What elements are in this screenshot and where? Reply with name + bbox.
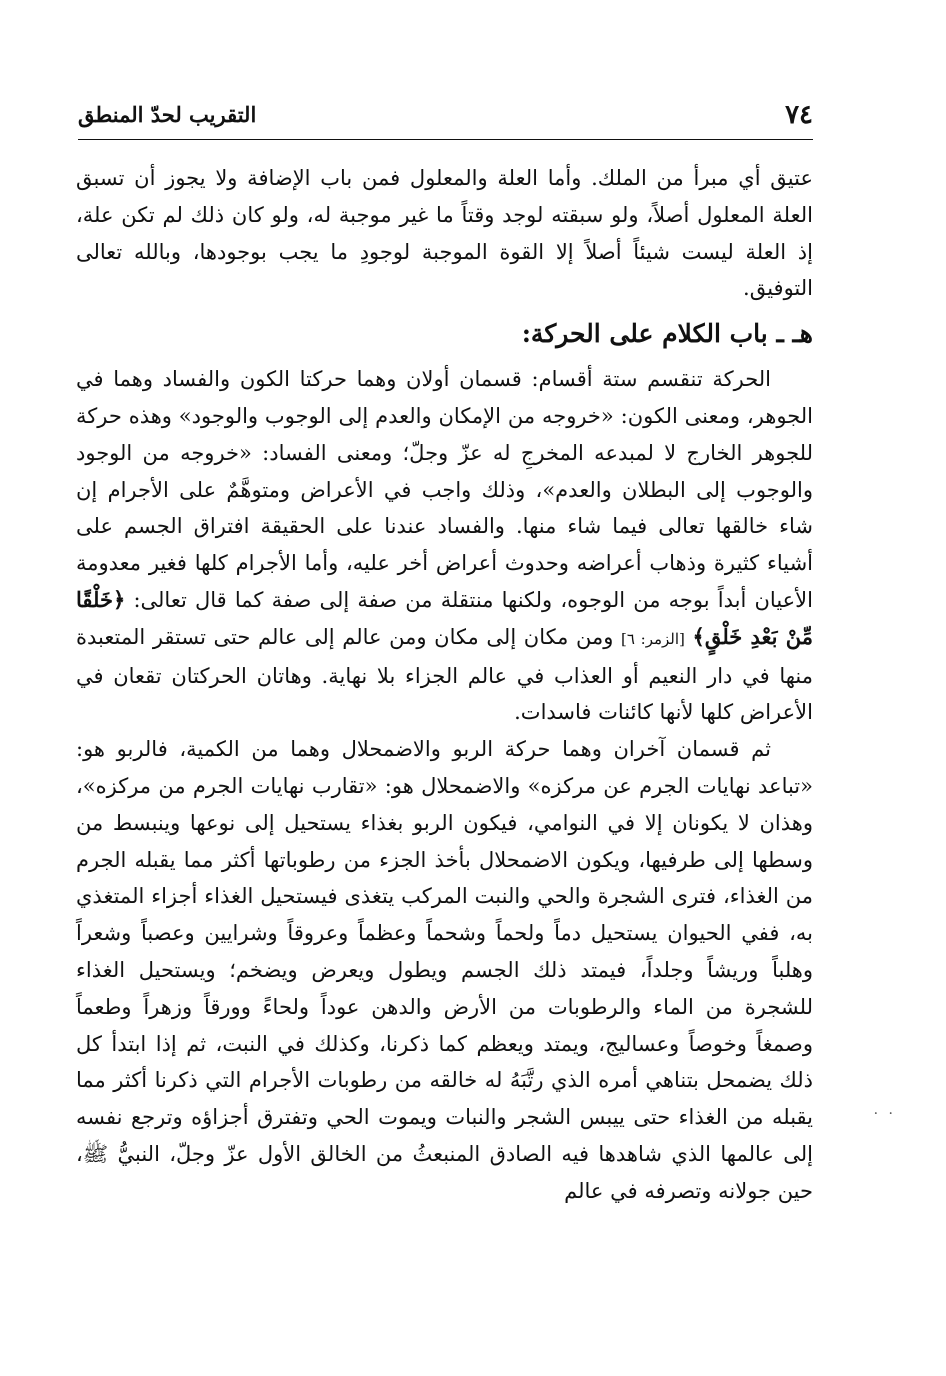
header-divider <box>78 139 813 140</box>
running-title: التقريب لحدّ المنطق <box>78 102 257 127</box>
paragraph-motion-text-2: ومن مكان إلى مكان ومن عالم إلى عالم حتى تستقر المتعبدة منها في دار النعيم أو العذاب في عالم الجزاء بلا نهاية. وهاتان الحركتان تقعان في الأعراض كلها لأنها كائنات فاسدات. <box>76 624 813 725</box>
paragraph-intro: عتيق أي مبرأ من الملك. وأما العلة والمعلول فمن باب الإضافة ولا يجوز أن تسبق العلة المعلول أصلاً، ولو سبقته لوجد وقتاً ما غير موجبة له، ولو كان ذلك لم تكن علة، إذ العلة ليست شيئاً أصلاً إلا القوة الموجبة لوجودِ ما يجب بوجودها، وبالله تعالى التوفيق. <box>76 166 813 301</box>
paragraph-growth-decay: ثم قسمان آخران وهما حركة الربو والاضمحلال وهما من الكمية، فالربو هو: «تباعد نهايات الجرم عن مركزه» والاضمحلال هو: «تقارب نهايات الجرم من مركزه»، وهذان لا يكونان إلا في النوامي، فيكون الربو بغذاء يستحيل إلى نوعها وينبسط من وسطها إلى طرفيها، ويكون الاضمحلال بأخذ الجزء من رطوباتها أكثر مما يقبله الجرم من الغذاء، فترى الشجرة والحي والنبت المركب يتغذى فيستحيل الغذاء أجزاء المتغذي به، ففي الحيوان يستحيل دماً ولحماً وشحماً وعظماً وعروقاً وشرايين وعصباً وشعراً وهلباً وريشاً وجلداً، فيمتد ذلك الجسم ويطول ويعرض ويضخم؛ ويستحيل الغذاء للشجرة من الماء والرطوبات من الأرض والدهن عوداً ولحاءً وورقاً وزهراً وطعماً وصمغاً وخوصاً وعساليج، ويمتد ويعظم كما ذكرنا، وكذلك في النبت، ثم إذا ابتدأ كل ذلك يضمحل بتناهي أمره الذي رتَّبَهُ له خالقه من رطوبات الأجرام التي ذكرنا أكثر مما يقبله من الغذاء حتى ييبس الشجر والنبات ويموت الحي وتفترق أجزاؤه وترجع نفسه إلى عالمها الذي شاهدها فيه الصادق المنبعثُ من الخالق الأول عزّ وجلّ، النبيُّ ﷺ، حين جولانه وتصرفه في عالم <box>76 737 813 1203</box>
verse-reference: [الزمر: ٦] <box>621 629 685 648</box>
quran-verse: ﴿خَلْقًا مِّنْ بَعْدِ خَلْقٍ﴾ <box>76 586 813 649</box>
page-body <box>76 160 813 1210</box>
margin-mark: · · <box>873 1106 896 1122</box>
page-number: ٧٤ <box>785 100 813 130</box>
paragraph-motion-types <box>76 361 813 731</box>
paragraph-motion-text-1: الحركة تنقسم ستة أقسام: قسمان أولان وهما حركتا الكون والفساد وهما في الجوهر، ومعنى الكون: «خروجه من الإمكان والعدم إلى الوجوب والوجود» وهذه حركة للجوهر الخارج لا لمبدعه المخرجِ له عزّ وجلّ؛ ومعنى الفساد: «خروجه من الوجود والوجوب إلى البطلان والعدم»، وذلك واجب في الأعراض ومتوهَّمٌ على الأجرام إن شاء خالقها تعالى فيما شاء منها. والفساد عندنا على الحقيقة افتراق الجسم على أشياء كثيرة وذهاب أعراضه وحدوث أعراض أخر عليه، وأما الأجرام كلها فغير معدومة الأعيان أبداً بوجه من الوجوه، ولكنها منتقلة من صفة إلى صفة كما قال تعالى: <box>76 367 813 612</box>
section-heading: هـ ـ باب الكلام على الحركة: <box>521 319 813 349</box>
page-header <box>78 98 813 132</box>
